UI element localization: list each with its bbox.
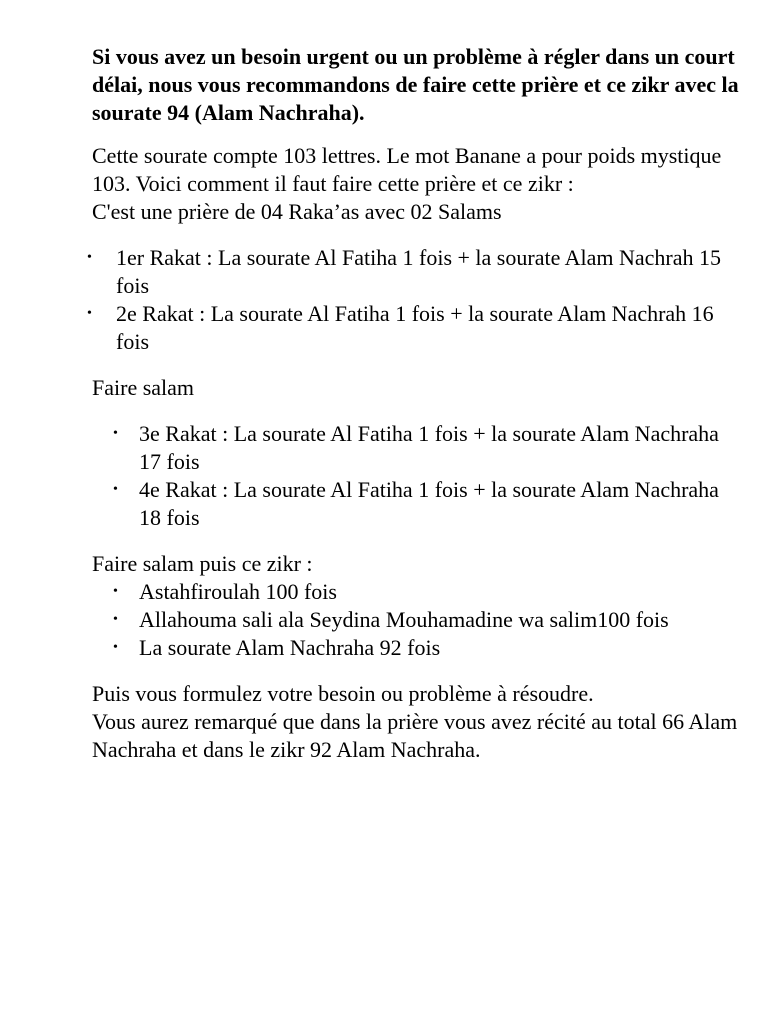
intro-prayer-line: C'est une prière de 04 Raka’as avec 02 Salams — [92, 199, 502, 224]
list-item: • 2e Rakat : La sourate Al Fatiha 1 fois + la sourate Alam Nachrah 16 fois — [87, 301, 714, 354]
bullet-icon: • — [113, 426, 118, 441]
salam-instruction: Faire salam — [92, 375, 195, 400]
rakat-list-first — [87, 244, 742, 356]
list-item: • Astahfiroulah 100 fois — [113, 579, 337, 604]
closing-summary: Vous aurez remarqué que dans la prière vous avez récité au total 66 Alam Nachraha et dans le zikr 92 Alam Nachraha. — [92, 709, 738, 762]
bullet-icon: • — [113, 612, 118, 627]
rakat-list-second — [92, 420, 742, 532]
document-page — [87, 43, 742, 764]
bullet-icon: • — [87, 250, 92, 265]
list-item: • 3e Rakat : La sourate Al Fatiha 1 fois + la sourate Alam Nachraha 17 fois — [113, 421, 719, 474]
bullet-icon: • — [113, 640, 118, 655]
zikr-list — [92, 578, 742, 662]
list-item: • Allahouma sali ala Seydina Mouhamadine wa salim100 fois — [113, 607, 669, 632]
document-title: Si vous avez un besoin urgent ou un problème à régler dans un court délai, nous vous recommandons de faire cette prière et ce zikr avec la sourate 94 (Alam Nachraha). — [92, 44, 739, 125]
list-item: • 4e Rakat : La sourate Al Fatiha 1 fois + la sourate Alam Nachraha 18 fois — [113, 477, 719, 530]
intro-paragraph: Cette sourate compte 103 lettres. Le mot Banane a pour poids mystique 103. Voici comment il faut faire cette prière et ce zikr : — [92, 143, 722, 196]
bullet-icon: • — [113, 482, 118, 497]
bullet-icon: • — [113, 584, 118, 599]
bullet-icon: • — [87, 306, 92, 321]
closing-paragraph: Puis vous formulez votre besoin ou problème à résoudre. — [92, 681, 594, 706]
list-item: • 1er Rakat : La sourate Al Fatiha 1 fois + la sourate Alam Nachrah 15 fois — [87, 245, 722, 298]
zikr-instruction: Faire salam puis ce zikr : — [92, 551, 313, 576]
list-item: • La sourate Alam Nachraha 92 fois — [113, 635, 441, 660]
